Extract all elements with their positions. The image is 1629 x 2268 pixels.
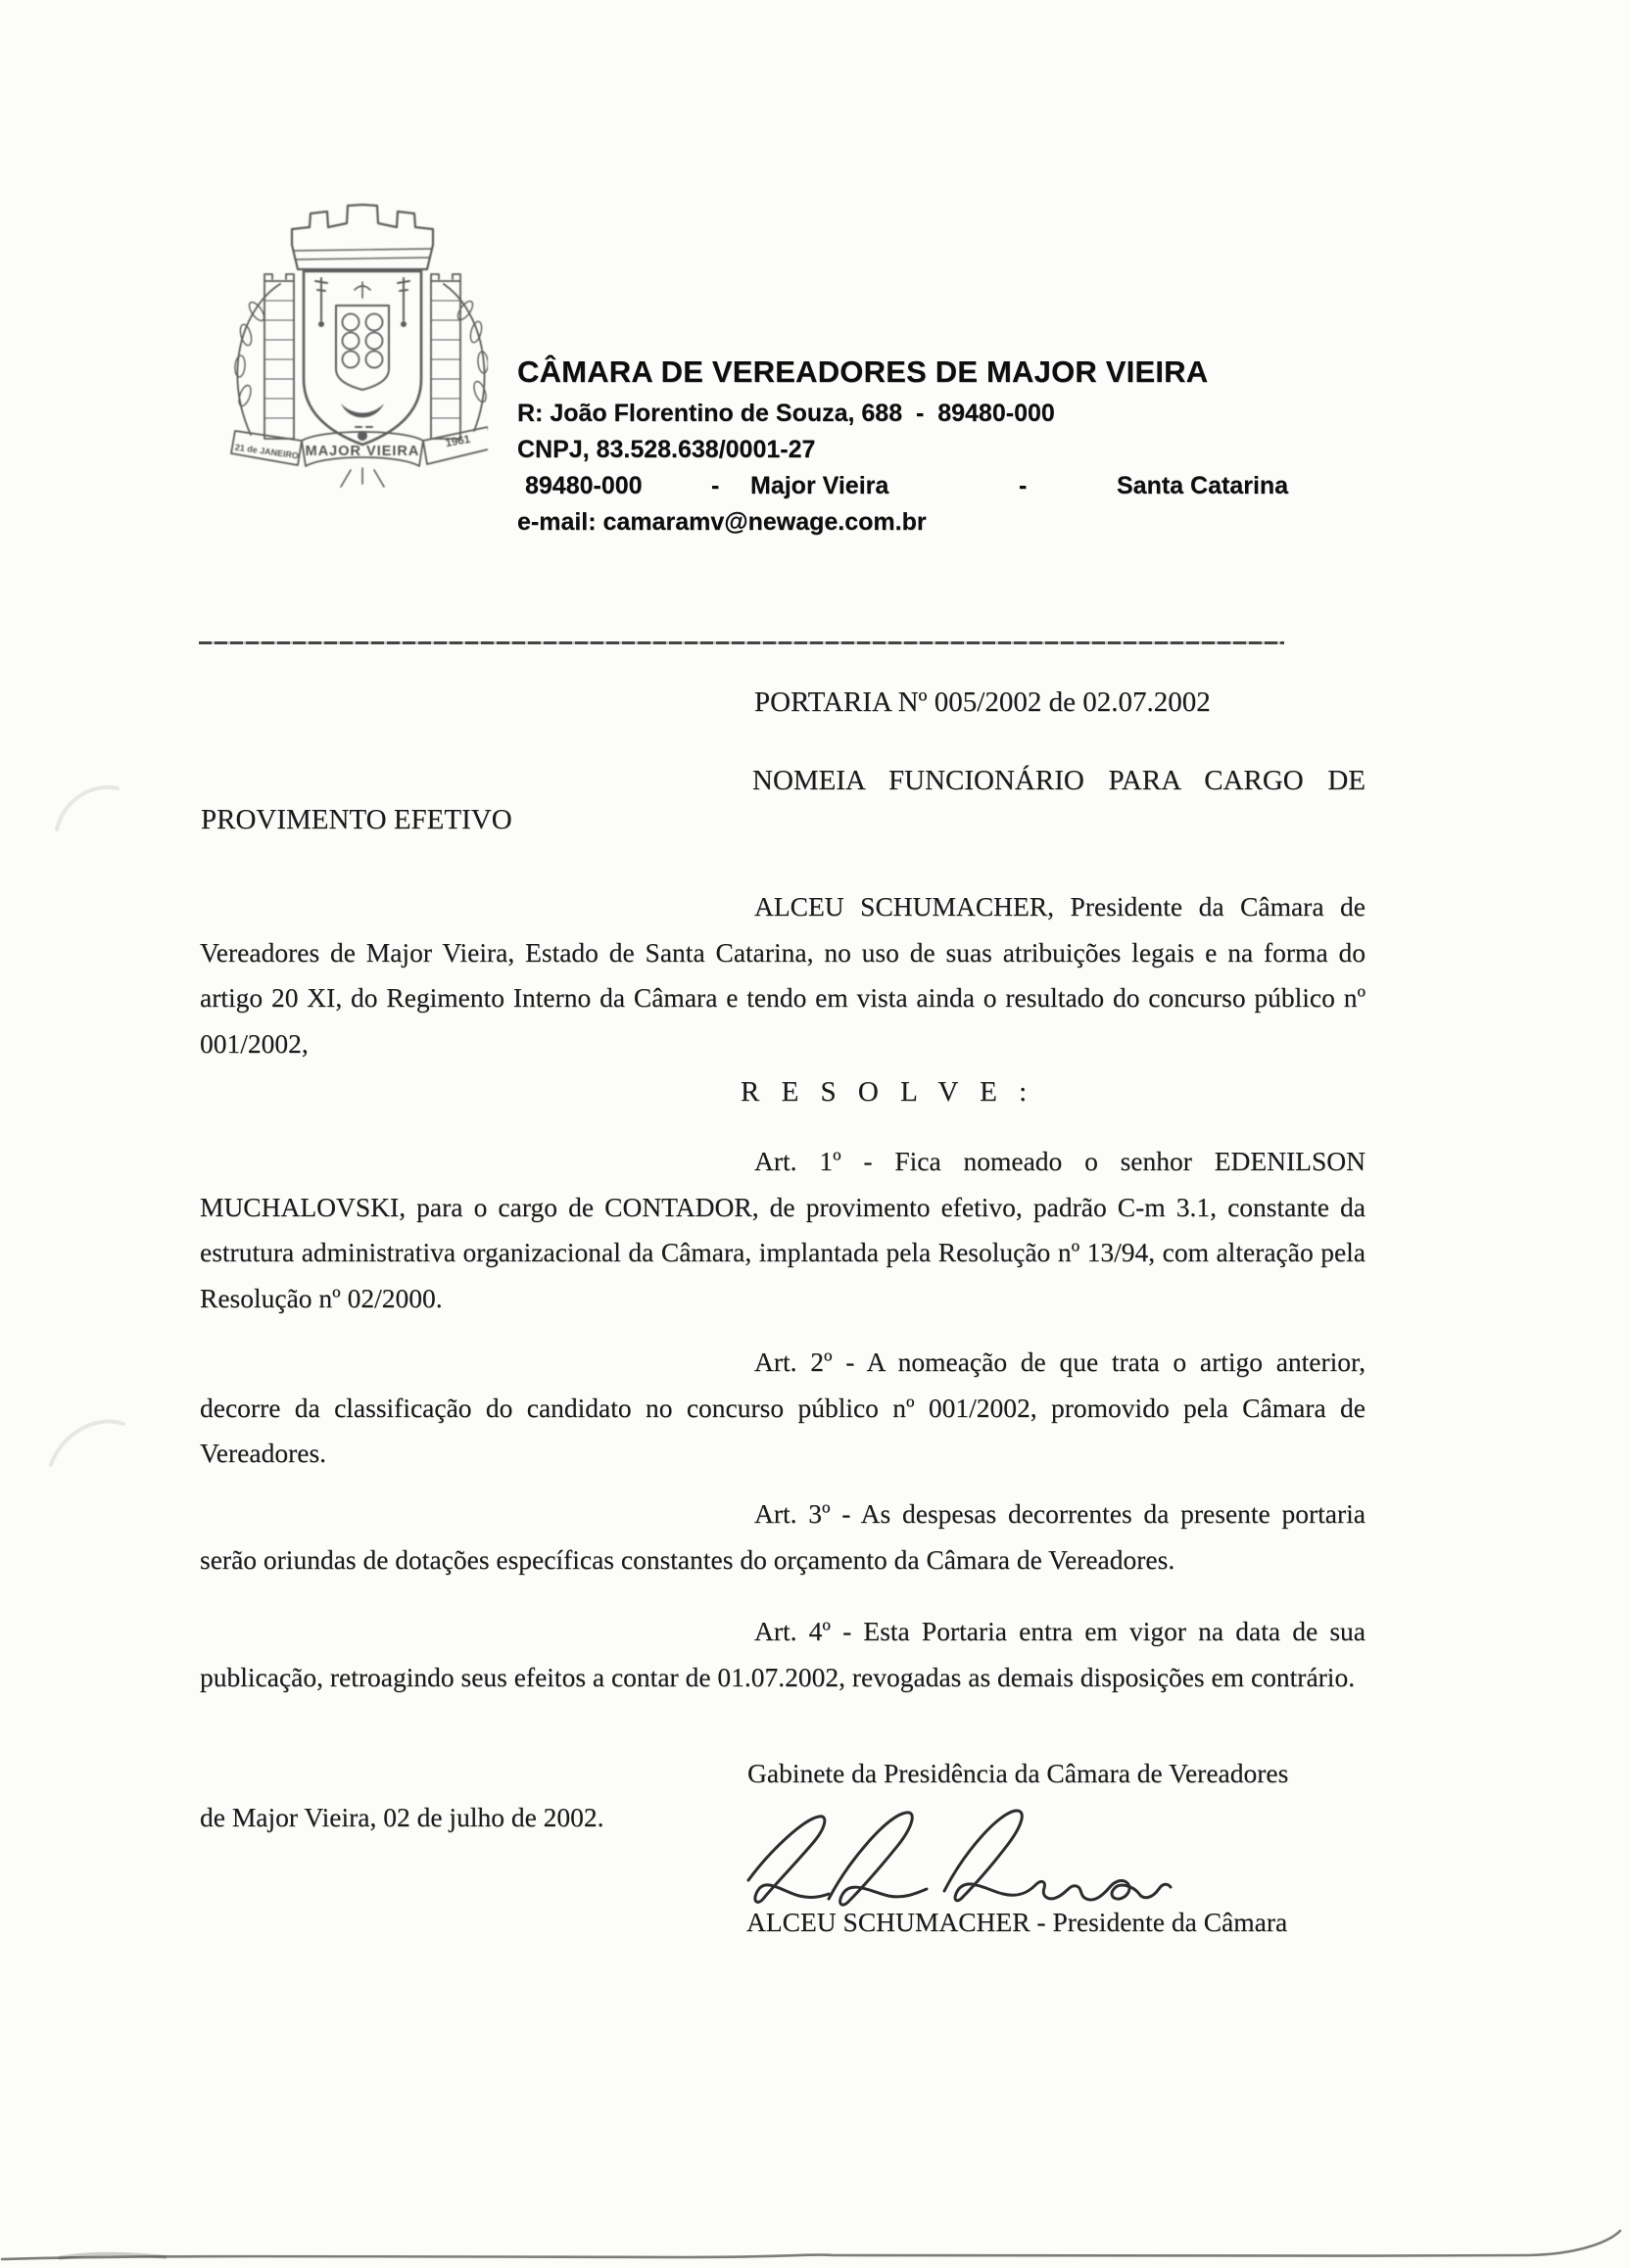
paper-mark — [47, 769, 145, 847]
scan-edge-line — [0, 2229, 1629, 2268]
banner-year: 1961 — [444, 433, 472, 450]
paper-mark — [43, 1402, 151, 1486]
preamble-paragraph: ALCEU SCHUMACHER, Presidente da Câmara de Vereadores de Major Vieira, Estado de Santa Catarina, no uso de suas atribuições legais e na forma do artigo 20 XI, do Regimento Interno da Câmara e tendo em vista ainda o resultado do concurso público nº 001/2002, — [200, 891, 1365, 1059]
article-3: Art. 3º - As despesas decorrentes da presente portaria serão oriundas de dotações específicas constantes do orçamento da Câmara de Vereadores. — [200, 1498, 1365, 1575]
closing-date-line: de Major Vieira, 02 de julho de 2002. — [200, 1802, 604, 1832]
article-1: Art. 1º - Fica nomeado o senhor EDENILSON MUCHALOVSKI, para o cargo de CONTADOR, de provimento efetivo, padrão C-m 3.1, constante da estrutura administrativa organizacional da Câmara, implantada pela Resolução nº 13/94, com alteração pela Resolução nº 02/2000. — [200, 1146, 1365, 1313]
letterhead — [517, 354, 1399, 541]
org-location-line — [517, 468, 1379, 504]
subject-line-2: PROVIMENTO EFETIVO — [201, 804, 512, 835]
org-address: R: João Florentino de Souza, 688 - 89480-000 — [517, 400, 1055, 427]
separator-dash: - — [711, 472, 720, 499]
org-email: e-mail: camaramv@newage.com.br — [517, 508, 927, 536]
separator-dash: - — [1019, 472, 1028, 499]
org-city: Major Vieira — [750, 472, 889, 499]
article-4: Art. 4º - Esta Portaria entra em vigor na data de sua publicação, retroagindo seus efeitos a contar de 01.07.2002, revogadas as demais disposições em contrário. — [200, 1616, 1365, 1692]
org-name: CÂMARA DE VEREADORES DE MAJOR VIEIRA — [517, 354, 1209, 389]
subject-line-1: NOMEIA FUNCIONÁRIO PARA CARGO DE — [752, 765, 1365, 796]
header-divider-line — [199, 641, 1284, 644]
coat-of-arms-logo — [194, 188, 488, 496]
banner-city-name: MAJOR VIEIRA — [305, 444, 420, 459]
org-cnpj: CNPJ, 83.528.638/0001-27 — [517, 436, 816, 463]
portaria-title: PORTARIA Nº 005/2002 de 02.07.2002 — [754, 686, 1211, 718]
signer-name-line: ALCEU SCHUMACHER - Presidente da Câmara — [746, 1907, 1288, 1937]
org-state: Santa Catarina — [1117, 472, 1289, 499]
resolve-label: R E S O L V E : — [741, 1076, 1033, 1108]
closing-place-line: Gabinete da Presidência da Câmara de Vereadores — [747, 1758, 1289, 1788]
org-cep: 89480-000 — [525, 472, 643, 499]
banner-founding-date: 21 de JANEIRO — [234, 442, 300, 461]
article-2: Art. 2º - A nomeação de que trata o artigo anterior, decorre da classificação do candidato no concurso público nº 001/2002, promovido pela Câmara de Vereadores. — [200, 1347, 1365, 1468]
